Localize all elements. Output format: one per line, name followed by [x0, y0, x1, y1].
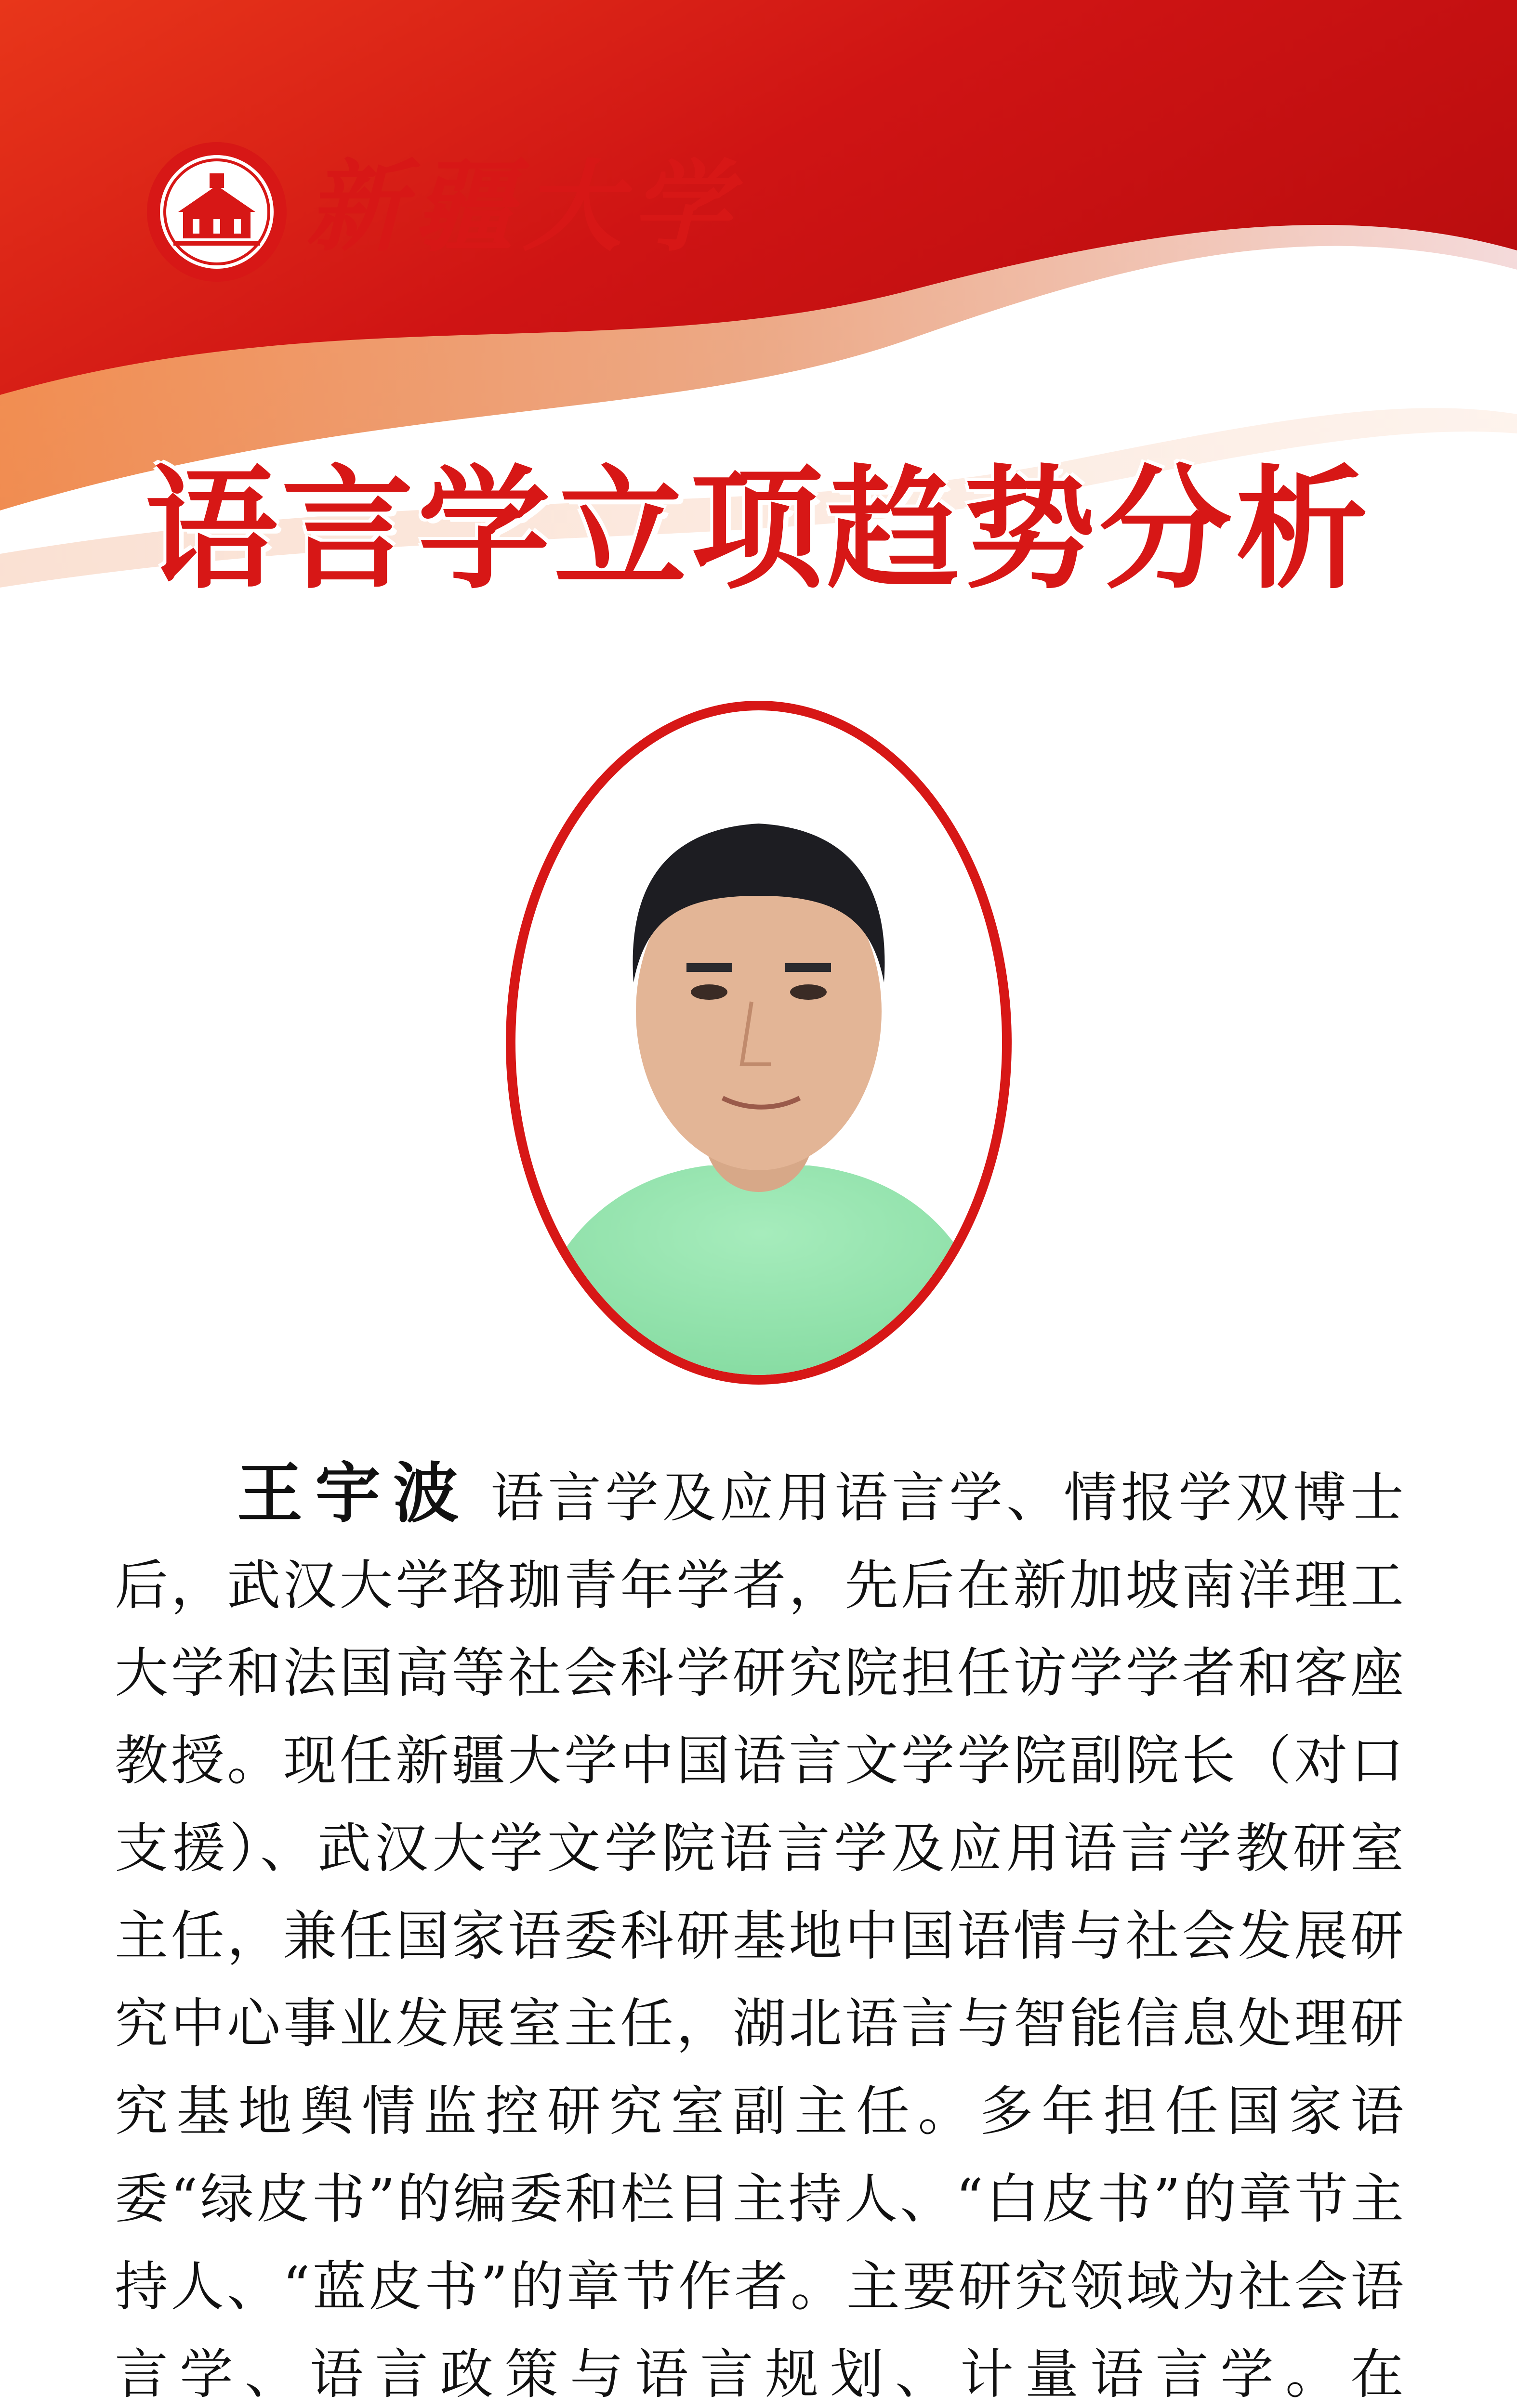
speaker-bio: [115, 1450, 1406, 2408]
page-title: 语言学立项趋势分析: [145, 453, 1372, 607]
university-name: 新疆大学: [306, 149, 739, 265]
speaker-name: 王宇波: [235, 1455, 471, 1532]
speaker-portrait: [501, 694, 1016, 1392]
university-emblem-icon: [145, 140, 289, 284]
speaker-bio-text: 语言学及应用语言学、情报学双博士后，武汉大学珞珈青年学者，先后在新加坡南洋理工大学和法国高等社会科学研究院担任访学学者和客座教授。现任新疆大学中国语言文学学院副院长（对口支援）、武汉大学文学院语言学及应用语言学教研室主任，兼任国家语委科研基地中国语情与社会发展研究中心事业发展室主任，湖北语言与智能信息处理研究基地舆情监控研究室副主任。多年担任国家语委“绿皮书”的编委和栏目主持人、“白皮书”的章节主持人、“蓝皮书”的章节作者。主要研究领域为社会语言学、语言政策与语言规划、计量语言学。在: [115, 1467, 1406, 2406]
